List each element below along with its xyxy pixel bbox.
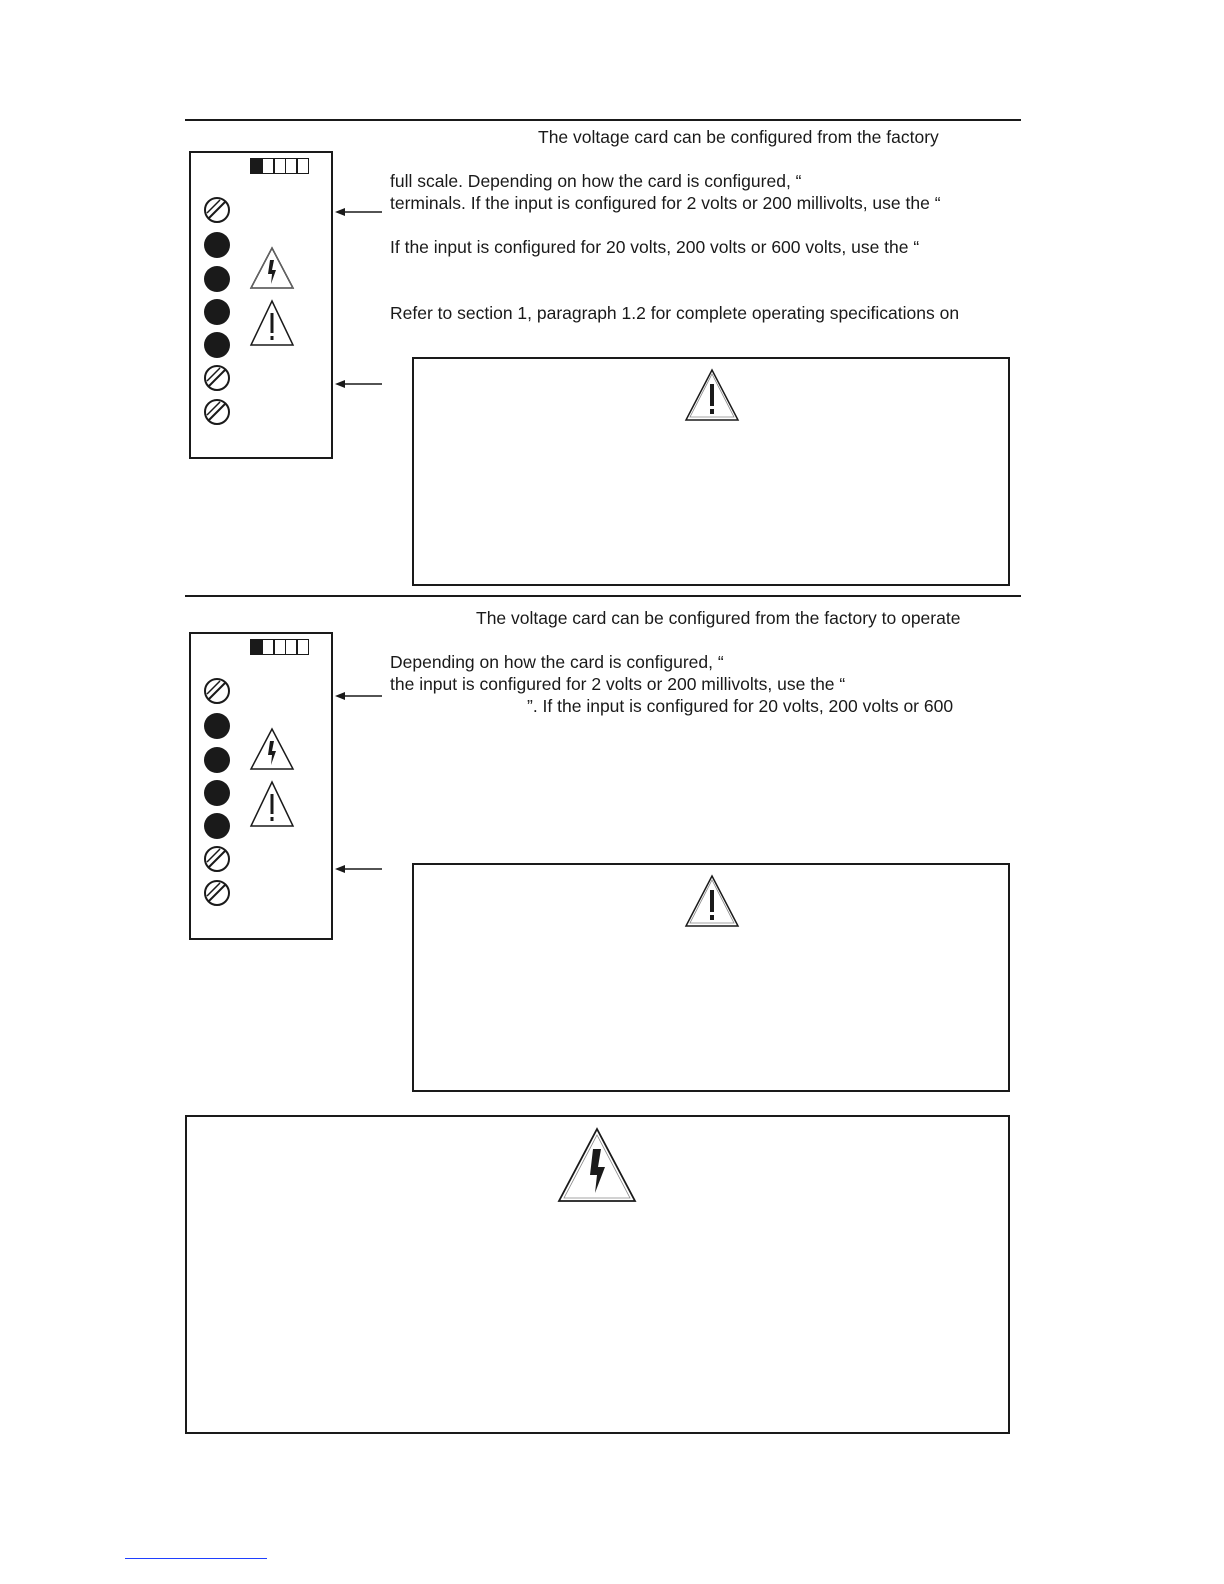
caution-triangle-icon (249, 299, 295, 347)
warning-box (185, 1115, 1010, 1434)
screw-terminal-icon (203, 879, 231, 907)
filled-terminal-icon (203, 746, 231, 774)
caution-triangle-icon (684, 874, 740, 928)
filled-terminal-icon (203, 231, 231, 259)
arrow-left-icon (335, 206, 383, 218)
filled-terminal-icon (203, 298, 231, 326)
footer-link-underline (125, 1558, 267, 1559)
electric-shock-icon (557, 1127, 637, 1203)
section-2-line-1: Depending on how the card is configured, “ (390, 652, 724, 672)
screw-terminal-icon (203, 364, 231, 392)
section-2-header-text: The voltage card can be configured from the factory to operate (476, 608, 961, 628)
filled-terminal-icon (203, 712, 231, 740)
section-2-line-2: the input is configured for 2 volts or 200 millivolts, use the “ (390, 674, 846, 694)
section-1-header-text: The voltage card can be configured from the factory (538, 127, 939, 147)
section-1-line-3: If the input is configured for 20 volts, 200 volts or 600 volts, use the “ (390, 237, 920, 257)
electric-shock-icon (249, 246, 295, 290)
section-2-top-rule (185, 595, 1021, 597)
filled-terminal-icon (203, 812, 231, 840)
section-1-line-4: Refer to section 1, paragraph 1.2 for complete operating specifications on (390, 303, 960, 323)
screw-terminal-icon (203, 196, 231, 224)
arrow-left-icon (335, 690, 383, 702)
caution-triangle-icon (684, 368, 740, 422)
voltage-card-diagram-2 (189, 632, 333, 940)
screw-terminal-icon (203, 845, 231, 873)
section-2-line-3: ”. If the input is configured for 20 volts, 200 volts or 600 (527, 696, 954, 716)
filled-terminal-icon (203, 331, 231, 359)
section-1-line-1: full scale. Depending on how the card is configured, “ (390, 171, 802, 191)
screw-terminal-icon (203, 677, 231, 705)
section-1-top-rule (185, 119, 1021, 121)
screw-terminal-icon (203, 398, 231, 426)
caution-triangle-icon (249, 780, 295, 828)
voltage-card-diagram-1 (189, 151, 333, 459)
dip-switch (250, 158, 309, 174)
arrow-left-icon (335, 378, 383, 390)
filled-terminal-icon (203, 779, 231, 807)
electric-shock-icon (249, 727, 295, 771)
section-1-line-2: terminals. If the input is configured for 2 volts or 200 millivolts, use the “ (390, 193, 941, 213)
arrow-left-icon (335, 863, 383, 875)
dip-switch (250, 639, 309, 655)
filled-terminal-icon (203, 265, 231, 293)
caution-box-2 (412, 863, 1010, 1092)
caution-box-1 (412, 357, 1010, 586)
